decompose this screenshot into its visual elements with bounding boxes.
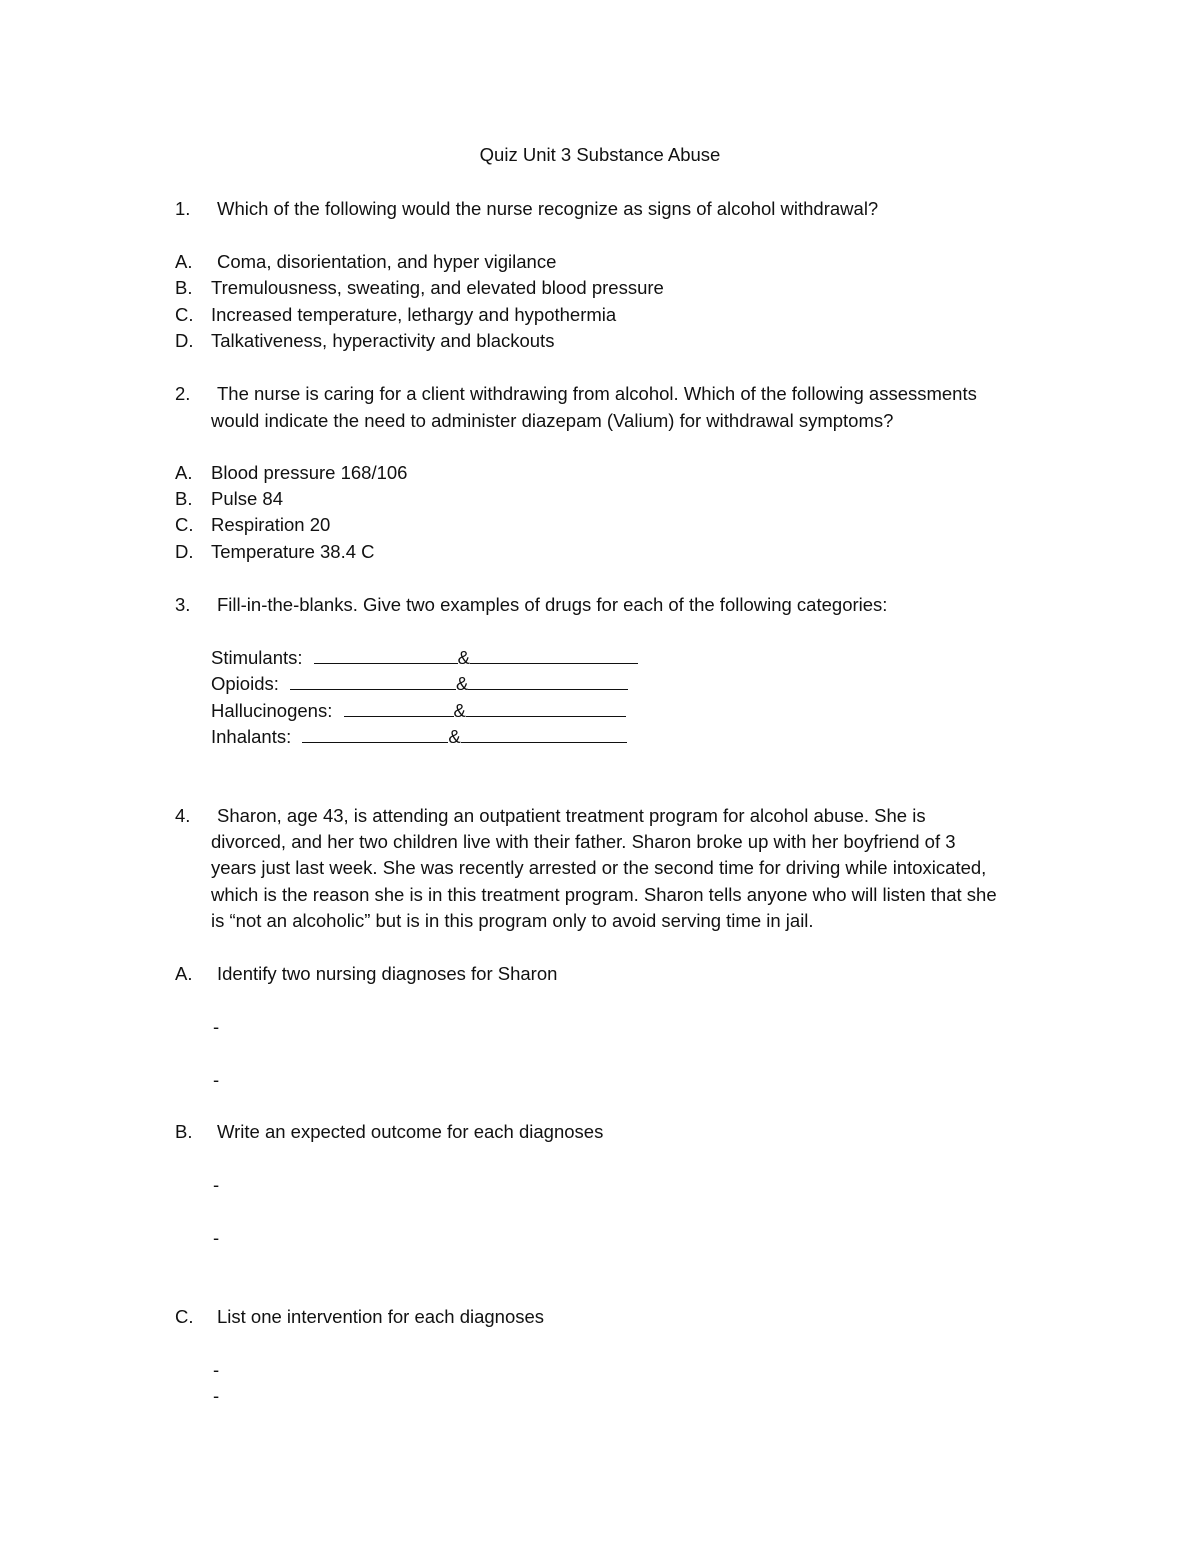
- q2-option-b-letter: B.: [175, 488, 193, 509]
- question-4-line-4: which is the reason she is in this treatment program. Sharon tells anyone who will listen that she: [211, 884, 997, 905]
- category-label: Inhalants:: [211, 726, 292, 747]
- answer-blank[interactable]: [470, 645, 638, 664]
- q1-option-c-text: Increased temperature, lethargy and hypothermia: [211, 304, 617, 325]
- answer-dash: -: [213, 1359, 220, 1380]
- category-label: Stimulants:: [211, 647, 303, 668]
- answer-dash: -: [213, 1174, 220, 1195]
- q1-option-a-letter: A.: [175, 251, 193, 272]
- category-label: Hallucinogens:: [211, 700, 333, 721]
- question-3-number: 3.: [175, 594, 191, 615]
- q4-part-a-text: Identify two nursing diagnoses for Sharon: [217, 963, 558, 984]
- answer-dash: -: [213, 1069, 220, 1090]
- question-4-line-1: Sharon, age 43, is attending an outpatient treatment program for alcohol abuse. She is: [217, 805, 926, 826]
- category-label: Opioids:: [211, 673, 279, 694]
- question-3-text: Fill-in-the-blanks. Give two examples of drugs for each of the following categories:: [217, 594, 888, 615]
- question-4-line-5: is “not an alcoholic” but is in this program only to avoid serving time in jail.: [211, 910, 814, 931]
- q4-part-b-text: Write an expected outcome for each diagnoses: [217, 1121, 604, 1142]
- q2-option-a-text: Blood pressure 168/106: [211, 462, 408, 483]
- q1-option-b-text: Tremulousness, sweating, and elevated blood pressure: [211, 277, 664, 298]
- q2-option-c-text: Respiration 20: [211, 514, 331, 535]
- question-2-line-2: would indicate the need to administer diazepam (Valium) for withdrawal symptoms?: [211, 410, 894, 431]
- q4-part-c-letter: C.: [175, 1306, 194, 1327]
- fill-row-hallucinogens: [211, 698, 626, 724]
- answer-blank[interactable]: [314, 645, 458, 664]
- ampersand: &: [456, 673, 469, 694]
- page-title: Quiz Unit 3 Substance Abuse: [479, 144, 721, 165]
- answer-blank[interactable]: [466, 698, 626, 717]
- answer-blank[interactable]: [290, 671, 456, 690]
- question-1-number: 1.: [175, 198, 191, 219]
- question-2-line-1: The nurse is caring for a client withdrawing from alcohol. Which of the following assessments: [217, 383, 977, 404]
- answer-dash: -: [213, 1227, 220, 1248]
- q1-option-d-letter: D.: [175, 330, 194, 351]
- q2-option-c-letter: C.: [175, 514, 194, 535]
- ampersand: &: [453, 700, 466, 721]
- q4-part-a-letter: A.: [175, 963, 193, 984]
- q2-option-d-letter: D.: [175, 541, 194, 562]
- q2-option-a-letter: A.: [175, 462, 193, 483]
- q1-option-a-text: Coma, disorientation, and hyper vigilance: [217, 251, 557, 272]
- question-2-number: 2.: [175, 383, 191, 404]
- question-4-line-3: years just last week. She was recently arrested or the second time for driving while intoxicated,: [211, 857, 987, 878]
- q4-part-b-letter: B.: [175, 1121, 193, 1142]
- fill-row-inhalants: [211, 724, 627, 750]
- ampersand: &: [448, 726, 461, 747]
- q2-option-d-text: Temperature 38.4 C: [211, 541, 375, 562]
- question-4-line-2: divorced, and her two children live with their father. Sharon broke up with her boyfriend of 3: [211, 831, 956, 852]
- answer-blank[interactable]: [461, 724, 627, 743]
- question-4-number: 4.: [175, 805, 191, 826]
- question-1-text: Which of the following would the nurse recognize as signs of alcohol withdrawal?: [217, 198, 879, 219]
- q4-part-c-text: List one intervention for each diagnoses: [217, 1306, 545, 1327]
- fill-row-stimulants: [211, 645, 638, 671]
- answer-dash: -: [213, 1016, 220, 1037]
- ampersand: &: [457, 647, 470, 668]
- q1-option-d-text: Talkativeness, hyperactivity and blackouts: [211, 330, 555, 351]
- answer-blank[interactable]: [302, 724, 448, 743]
- q1-option-c-letter: C.: [175, 304, 194, 325]
- answer-blank[interactable]: [344, 698, 454, 717]
- answer-blank[interactable]: [468, 671, 628, 690]
- answer-dash: -: [213, 1385, 220, 1406]
- q1-option-b-letter: B.: [175, 277, 193, 298]
- q2-option-b-text: Pulse 84: [211, 488, 283, 509]
- fill-row-opioids: [211, 671, 628, 697]
